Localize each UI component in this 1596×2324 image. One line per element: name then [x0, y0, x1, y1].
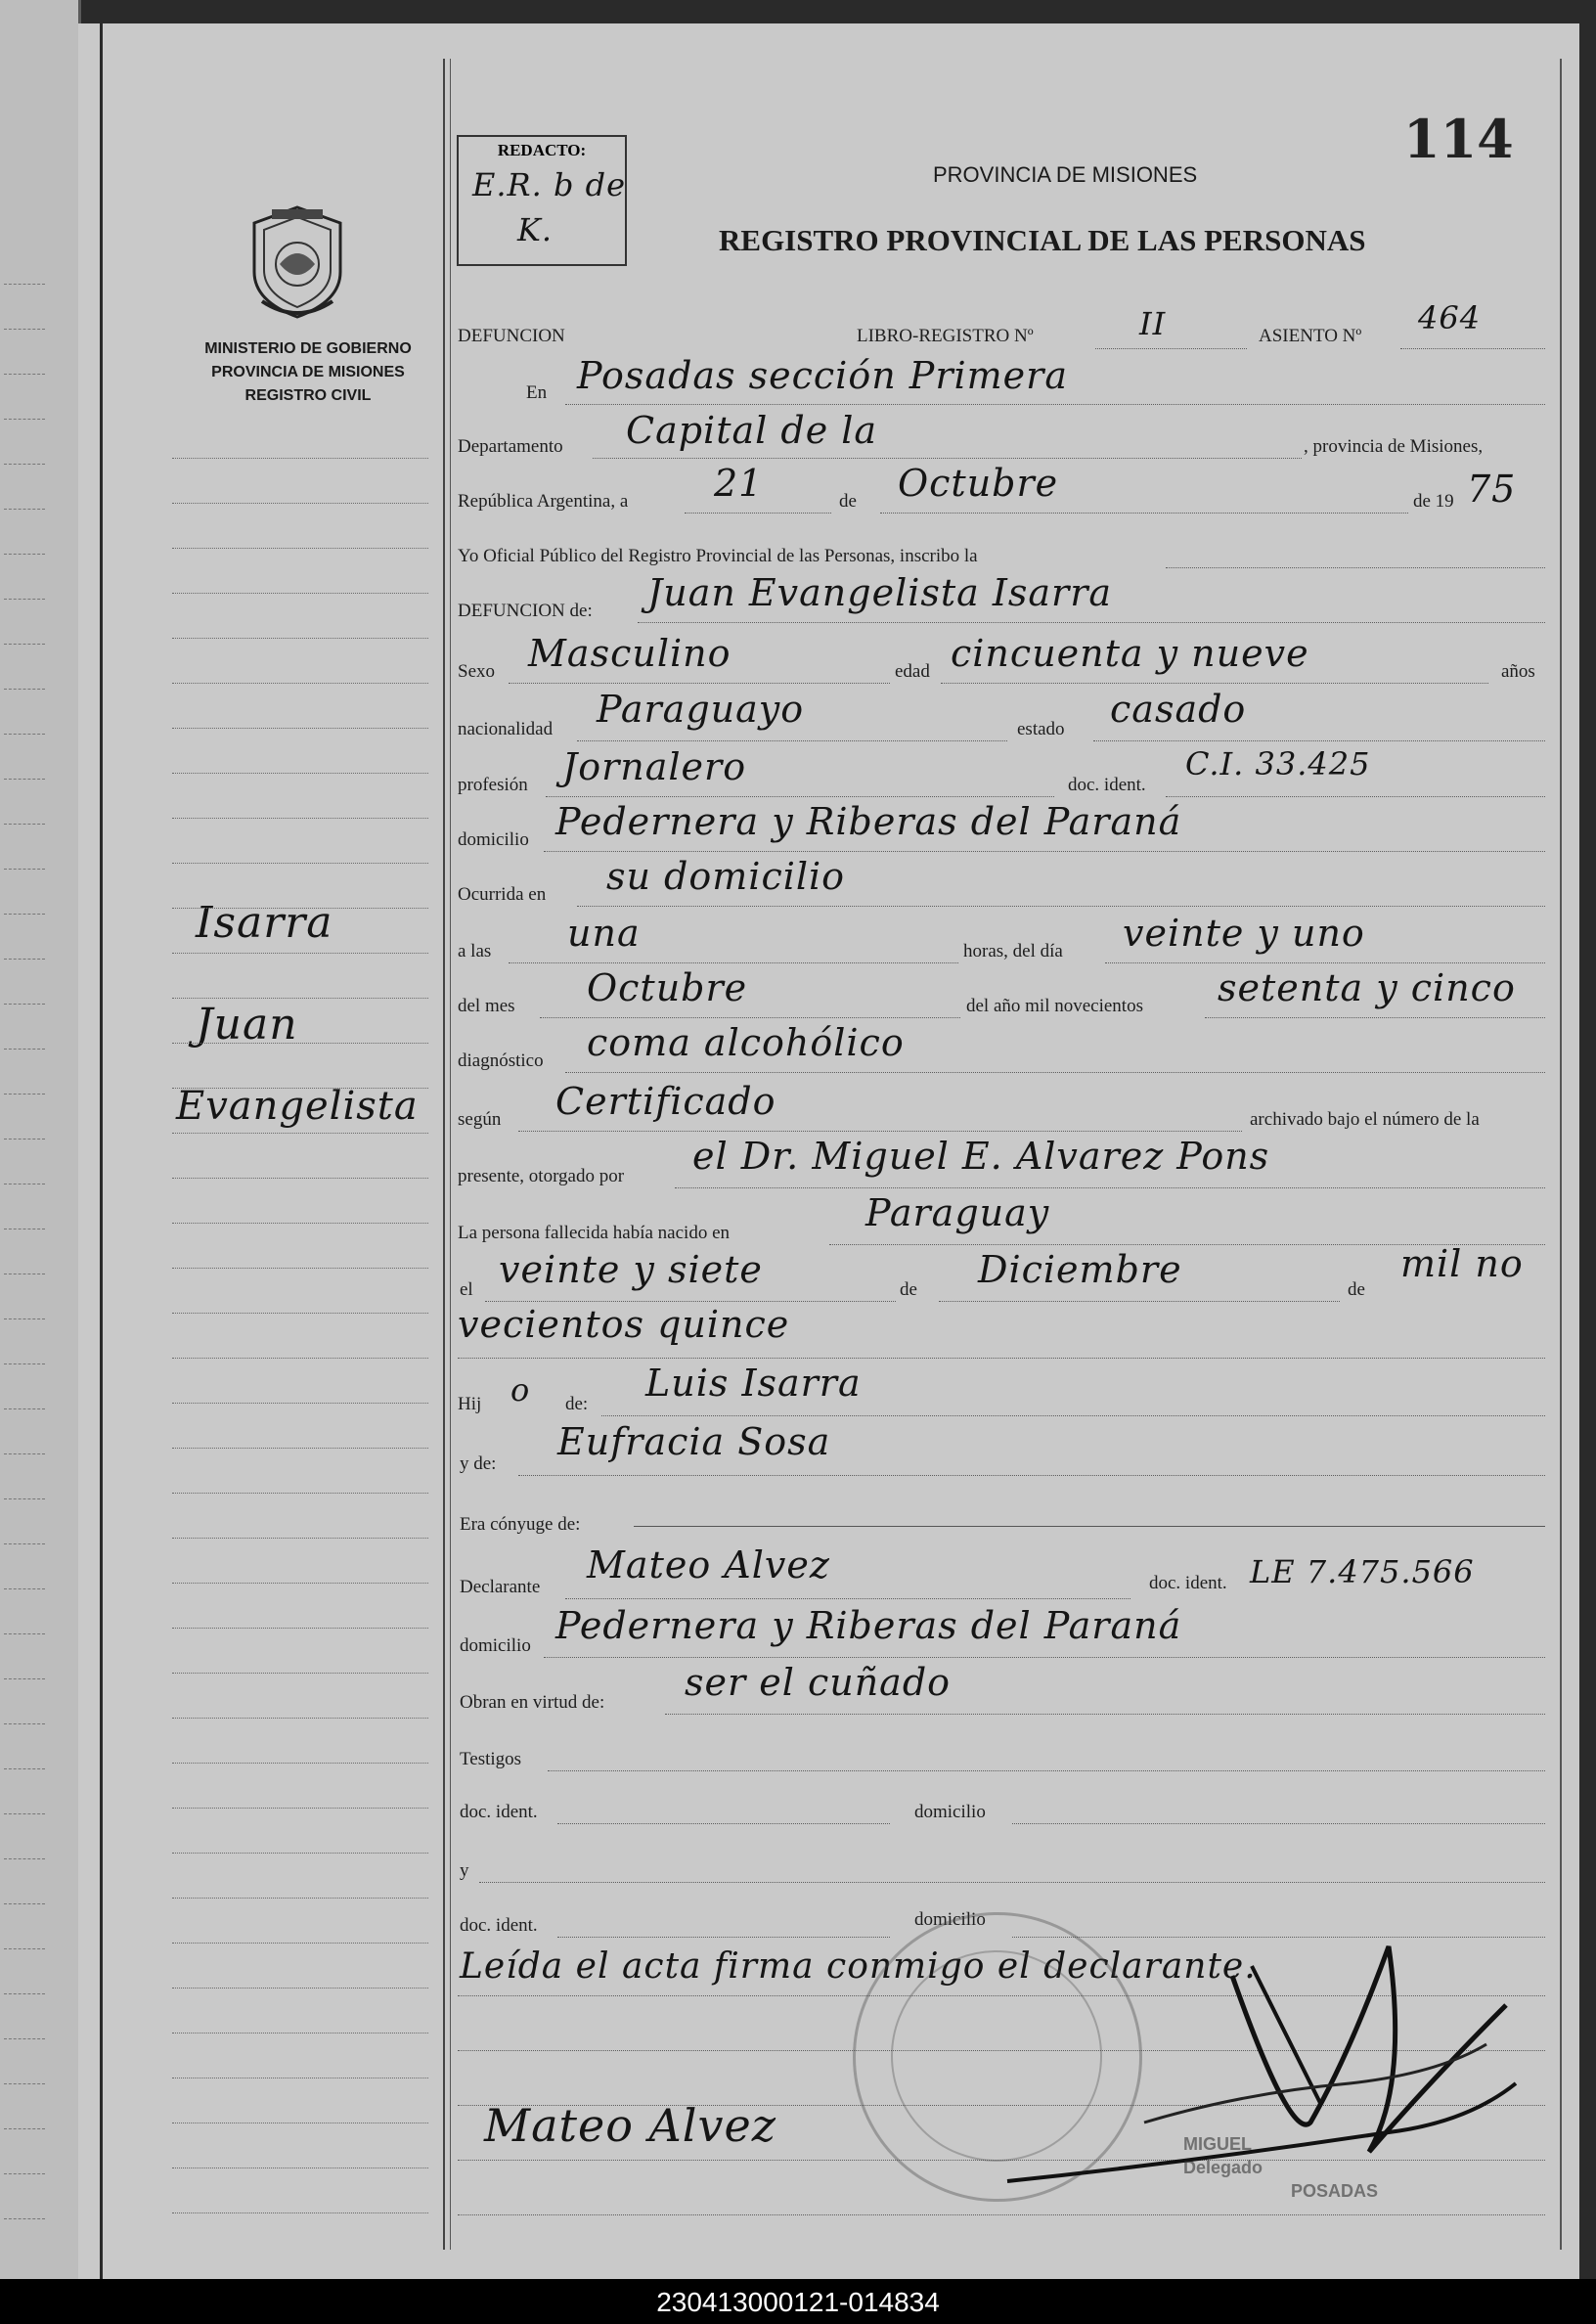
defuncion-de-line — [638, 622, 1545, 623]
testigo-domicilio-line — [1012, 1823, 1545, 1824]
margin-ruled-line — [172, 1853, 428, 1854]
facing-page-line — [4, 1723, 45, 1724]
margin-ruled-line — [172, 1133, 428, 1134]
facing-page-line — [4, 689, 45, 690]
facing-page-line — [4, 1543, 45, 1544]
en-value: Posadas sección Primera — [577, 354, 1068, 397]
nacionalidad-value: Paraguayo — [597, 688, 805, 731]
facing-page-line — [4, 914, 45, 915]
hijo-de-label: de: — [565, 1394, 589, 1414]
departamento-value: Capital de la — [626, 409, 878, 452]
facing-page-line — [4, 554, 45, 555]
horas-line — [1105, 962, 1545, 963]
nacido-value: Paraguay — [865, 1191, 1050, 1234]
obran-line — [665, 1714, 1545, 1715]
decl-domicilio-label: domicilio — [460, 1635, 531, 1656]
margin-ruled-line — [172, 953, 428, 954]
record-type-label: DEFUNCION — [458, 326, 565, 346]
oficial-text: Yo Oficial Público del Registro Provincial de las Personas, inscribo la — [458, 546, 978, 566]
date-de-label: de — [839, 491, 857, 512]
del-ano-line — [1205, 1017, 1545, 1018]
binding-edge — [100, 23, 103, 2279]
facing-page-line — [4, 959, 45, 960]
month-line — [880, 513, 1408, 514]
margin-ruled-line — [172, 728, 428, 729]
facing-page-line — [4, 2173, 45, 2174]
asiento-line — [1400, 348, 1545, 349]
margin-ruled-line — [172, 503, 428, 504]
testigos-line — [548, 1770, 1545, 1771]
declarante-value: Mateo Alvez — [587, 1543, 830, 1587]
margin-ruled-line — [172, 2033, 428, 2034]
facing-page-line — [4, 1633, 45, 1634]
margin-ruled-line — [172, 1358, 428, 1359]
facing-page-line — [4, 374, 45, 375]
edad-line — [941, 683, 1488, 684]
hijo-suffix: o — [510, 1371, 531, 1408]
registry-heading: REGISTRO PROVINCIAL DE LAS PERSONAS — [719, 223, 1366, 257]
month-value: Octubre — [898, 462, 1059, 505]
de2-line — [939, 1301, 1340, 1302]
libro-value: II — [1139, 305, 1167, 342]
margin-ruled-line — [172, 1223, 428, 1224]
del-ano-label: del año mil novecientos — [966, 996, 1143, 1016]
redacto-box — [457, 135, 627, 266]
de3-label: de — [1348, 1279, 1365, 1300]
ministry-line: PROVINCIA DE MISIONES — [211, 364, 405, 380]
facing-page-line — [4, 1318, 45, 1319]
facing-page-line — [4, 2128, 45, 2129]
profesion-line — [546, 796, 1054, 797]
margin-ruled-line — [172, 683, 428, 684]
form-right-rule — [1560, 59, 1562, 2250]
facing-page-line — [4, 1903, 45, 1904]
de2-label: de — [900, 1279, 917, 1300]
libro-line — [1095, 348, 1247, 349]
facing-page-line — [4, 644, 45, 645]
del-ano-value: setenta y cinco — [1218, 966, 1516, 1009]
officer-stamp-line: POSADAS — [1291, 2181, 1379, 2201]
day-value: 21 — [714, 462, 764, 505]
oficial-line — [1166, 567, 1545, 568]
margin-ruled-line — [172, 1178, 428, 1179]
document-id: 230413000121-014834 — [656, 2287, 940, 2317]
margin-ruled-line — [172, 1718, 428, 1719]
testigo2-doc-line — [557, 1937, 890, 1938]
margin-ruled-line — [172, 458, 428, 459]
testigos-label: Testigos — [460, 1749, 522, 1769]
asiento-value: 464 — [1418, 299, 1482, 336]
facing-page-line — [4, 1094, 45, 1095]
horas-label: horas, del día — [963, 941, 1063, 961]
margin-ruled-line — [172, 2212, 428, 2213]
libro-label: LIBRO-REGISTRO Nº — [857, 326, 1034, 346]
margin-ruled-line — [172, 1898, 428, 1899]
blank-line — [458, 2214, 1545, 2215]
facing-page-line — [4, 1139, 45, 1140]
decl-doc-value: LE 7.475.566 — [1250, 1553, 1475, 1590]
margin-ruled-line — [172, 1043, 428, 1044]
ocurrida-line — [577, 906, 1545, 907]
mother-name: Eufracia Sosa — [557, 1420, 831, 1463]
officer-stamp — [1183, 2132, 1378, 2203]
margin-ruled-line — [172, 1988, 428, 1989]
margin-ruled-line — [172, 593, 428, 594]
conyuge-line — [634, 1526, 1545, 1527]
facing-page-line — [4, 1498, 45, 1499]
facing-page-line — [4, 1004, 45, 1005]
day-line — [685, 513, 831, 514]
declarante-label: Declarante — [460, 1577, 541, 1597]
margin-ruled-line — [172, 1808, 428, 1809]
margin-ruled-line — [172, 818, 428, 819]
declarante-line — [565, 1598, 1130, 1599]
ministry-line: REGISTRO CIVIL — [244, 387, 372, 404]
a-las-line — [509, 962, 958, 963]
margin-ruled-line — [172, 863, 428, 864]
facing-page-line — [4, 1453, 45, 1454]
y-label: y — [460, 1860, 469, 1881]
facing-page-line — [4, 1993, 45, 1994]
margin-ruled-line — [172, 1268, 428, 1269]
continuation-line — [458, 1358, 1545, 1359]
margin-ruled-line — [172, 1493, 428, 1494]
nacido-label: La persona fallecida había nacido en — [458, 1223, 730, 1243]
nacionalidad-label: nacionalidad — [458, 719, 554, 739]
domicilio-value: Pedernera y Riberas del Paraná — [555, 800, 1182, 843]
continuation-value: vecientos quince — [458, 1303, 790, 1346]
margin-ruled-line — [172, 1538, 428, 1539]
facing-page-line — [4, 419, 45, 420]
margin-ruled-line — [172, 1088, 428, 1089]
year-suffix: 75 — [1467, 468, 1517, 511]
province-heading: PROVINCIA DE MISIONES — [933, 162, 1198, 187]
margin-ruled-line — [172, 1628, 428, 1629]
officer-stamp-line: MIGUEL — [1183, 2134, 1252, 2154]
diagnostico-label: diagnóstico — [458, 1050, 544, 1071]
a-las-label: a las — [458, 941, 492, 961]
y-de-label: y de: — [460, 1453, 497, 1474]
testigo-domicilio-label: domicilio — [914, 1802, 986, 1822]
ministry-line: MINISTERIO DE GOBIERNO — [204, 340, 412, 357]
facing-page-line — [4, 779, 45, 780]
facing-page-line — [4, 1768, 45, 1769]
departamento-label: Departamento — [458, 436, 563, 457]
republica-label: República Argentina, a — [458, 491, 629, 512]
asiento-label: ASIENTO Nº — [1259, 326, 1362, 346]
facing-page-line — [4, 1678, 45, 1679]
facing-page-line — [4, 1588, 45, 1589]
el-label: el — [460, 1279, 473, 1300]
diagnostico-value: coma alcohólico — [587, 1021, 905, 1064]
del-mes-line — [540, 1017, 960, 1018]
nacionalidad-line — [577, 740, 1007, 741]
en-label: En — [526, 382, 548, 403]
margin-ruled-line — [172, 908, 428, 909]
redacto-handwriting-1: E.R. b de — [472, 166, 627, 203]
segun-value: Certificado — [555, 1080, 776, 1123]
testigo2-doc-label: doc. ident. — [460, 1915, 538, 1936]
edad-value: cincuenta y nueve — [951, 632, 1309, 675]
testigo2-domicilio-label: domicilio — [914, 1909, 986, 1930]
hijo-label: Hij — [458, 1394, 482, 1414]
facing-page-line — [4, 734, 45, 735]
ocurrida-label: Ocurrida en — [458, 884, 547, 905]
provincial-crest-icon — [243, 203, 352, 321]
year-prefix: de 19 — [1413, 491, 1454, 512]
ministry-block — [166, 337, 450, 408]
facing-page-line — [4, 1813, 45, 1814]
a-las-value: una — [567, 912, 641, 955]
margin-ruled-line — [172, 638, 428, 639]
de3-value: mil no — [1400, 1242, 1524, 1285]
decl-doc-label: doc. ident. — [1149, 1573, 1227, 1593]
anos-label: años — [1501, 661, 1535, 682]
margin-ruled-line — [172, 1673, 428, 1674]
estado-label: estado — [1017, 719, 1065, 739]
doc-ident-label: doc. ident. — [1068, 775, 1146, 795]
testigo-doc-label: doc. ident. — [460, 1802, 538, 1822]
departamento-line — [593, 458, 1302, 459]
y-line — [479, 1882, 1545, 1883]
y-de-line — [518, 1475, 1545, 1476]
defuncion-de-label: DEFUNCION de: — [458, 601, 593, 621]
sexo-value: Masculino — [528, 632, 732, 675]
profesion-value: Jornalero — [562, 745, 747, 788]
facing-page-line — [4, 599, 45, 600]
domicilio-line — [544, 851, 1545, 852]
diagnostico-line — [565, 1072, 1545, 1073]
page-number: 114 — [1403, 108, 1514, 170]
presente-value: el Dr. Miguel E. Alvarez Pons — [692, 1135, 1270, 1178]
decl-domicilio-value: Pedernera y Riberas del Paraná — [555, 1604, 1182, 1647]
domicilio-label: domicilio — [458, 829, 529, 850]
presente-line — [675, 1187, 1545, 1188]
closing-text: Leída el acta firma conmigo el declarante. — [460, 1946, 1257, 1987]
margin-ruled-line — [172, 998, 428, 999]
estado-value: casado — [1110, 688, 1247, 731]
deceased-name: Juan Evangelista Isarra — [647, 571, 1113, 614]
margin-ruled-line — [172, 1313, 428, 1314]
facing-page-line — [4, 464, 45, 465]
facing-page-line — [4, 2038, 45, 2039]
doc-ident-line — [1166, 796, 1545, 797]
decl-domicilio-line — [544, 1657, 1545, 1658]
en-line — [565, 404, 1545, 405]
margin-ruled-line — [172, 1448, 428, 1449]
margin-ruled-line — [172, 1943, 428, 1944]
provincia-text: , provincia de Misiones, — [1304, 436, 1484, 457]
sexo-line — [509, 683, 890, 684]
margin-firstname: Juan — [196, 1000, 298, 1050]
margin-middlename: Evangelista — [176, 1084, 419, 1129]
del-mes-value: Octubre — [587, 966, 748, 1009]
redacto-handwriting-2: K. — [517, 211, 554, 248]
el-value: veinte y siete — [499, 1248, 763, 1291]
facing-page-edge — [0, 0, 81, 2279]
margin-ruled-line — [172, 1403, 428, 1404]
facing-page-line — [4, 509, 45, 510]
father-name: Luis Isarra — [645, 1362, 862, 1405]
facing-page-line — [4, 869, 45, 870]
facing-page-line — [4, 1948, 45, 1949]
sexo-label: Sexo — [458, 661, 495, 682]
facing-page-line — [4, 824, 45, 825]
facing-page-line — [4, 1049, 45, 1050]
del-mes-label: del mes — [458, 996, 515, 1016]
edad-label: edad — [895, 661, 930, 682]
margin-ruled-line — [172, 548, 428, 549]
conyuge-label: Era cónyuge de: — [460, 1514, 581, 1535]
margin-ruled-line — [172, 1763, 428, 1764]
facing-page-line — [4, 1363, 45, 1364]
facing-page-line — [4, 1408, 45, 1409]
de2-value: Diciembre — [978, 1248, 1182, 1291]
obran-value: ser el cuñado — [685, 1661, 952, 1704]
facing-page-line — [4, 2083, 45, 2084]
margin-ruled-line — [172, 1583, 428, 1584]
redacto-label: REDACTO: — [497, 141, 587, 159]
margin-ruled-line — [172, 773, 428, 774]
doc-ident-value: C.I. 33.425 — [1185, 745, 1371, 782]
el-line — [485, 1301, 896, 1302]
profesion-label: profesión — [458, 775, 528, 795]
segun-line — [518, 1131, 1242, 1132]
archivado-label: archivado bajo el número de la — [1250, 1109, 1480, 1130]
segun-label: según — [458, 1109, 502, 1130]
testigo-doc-line — [557, 1823, 890, 1824]
facing-page-line — [4, 329, 45, 330]
facing-page-line — [4, 284, 45, 285]
hijo-line — [601, 1415, 1545, 1416]
facing-page-line — [4, 1858, 45, 1859]
officer-stamp-line: Delegado — [1183, 2158, 1264, 2177]
estado-line — [1093, 740, 1545, 741]
facing-page-line — [4, 2218, 45, 2219]
obran-label: Obran en virtud de: — [460, 1692, 605, 1713]
declarant-signature: Mateo Alvez — [484, 2099, 776, 2152]
margin-surname: Isarra — [196, 898, 333, 948]
form-left-rule-inner — [450, 59, 451, 2250]
ocurrida-value: su domicilio — [606, 855, 846, 898]
horas-value: veinte y uno — [1123, 912, 1365, 955]
presente-label: presente, otorgado por — [458, 1166, 625, 1186]
